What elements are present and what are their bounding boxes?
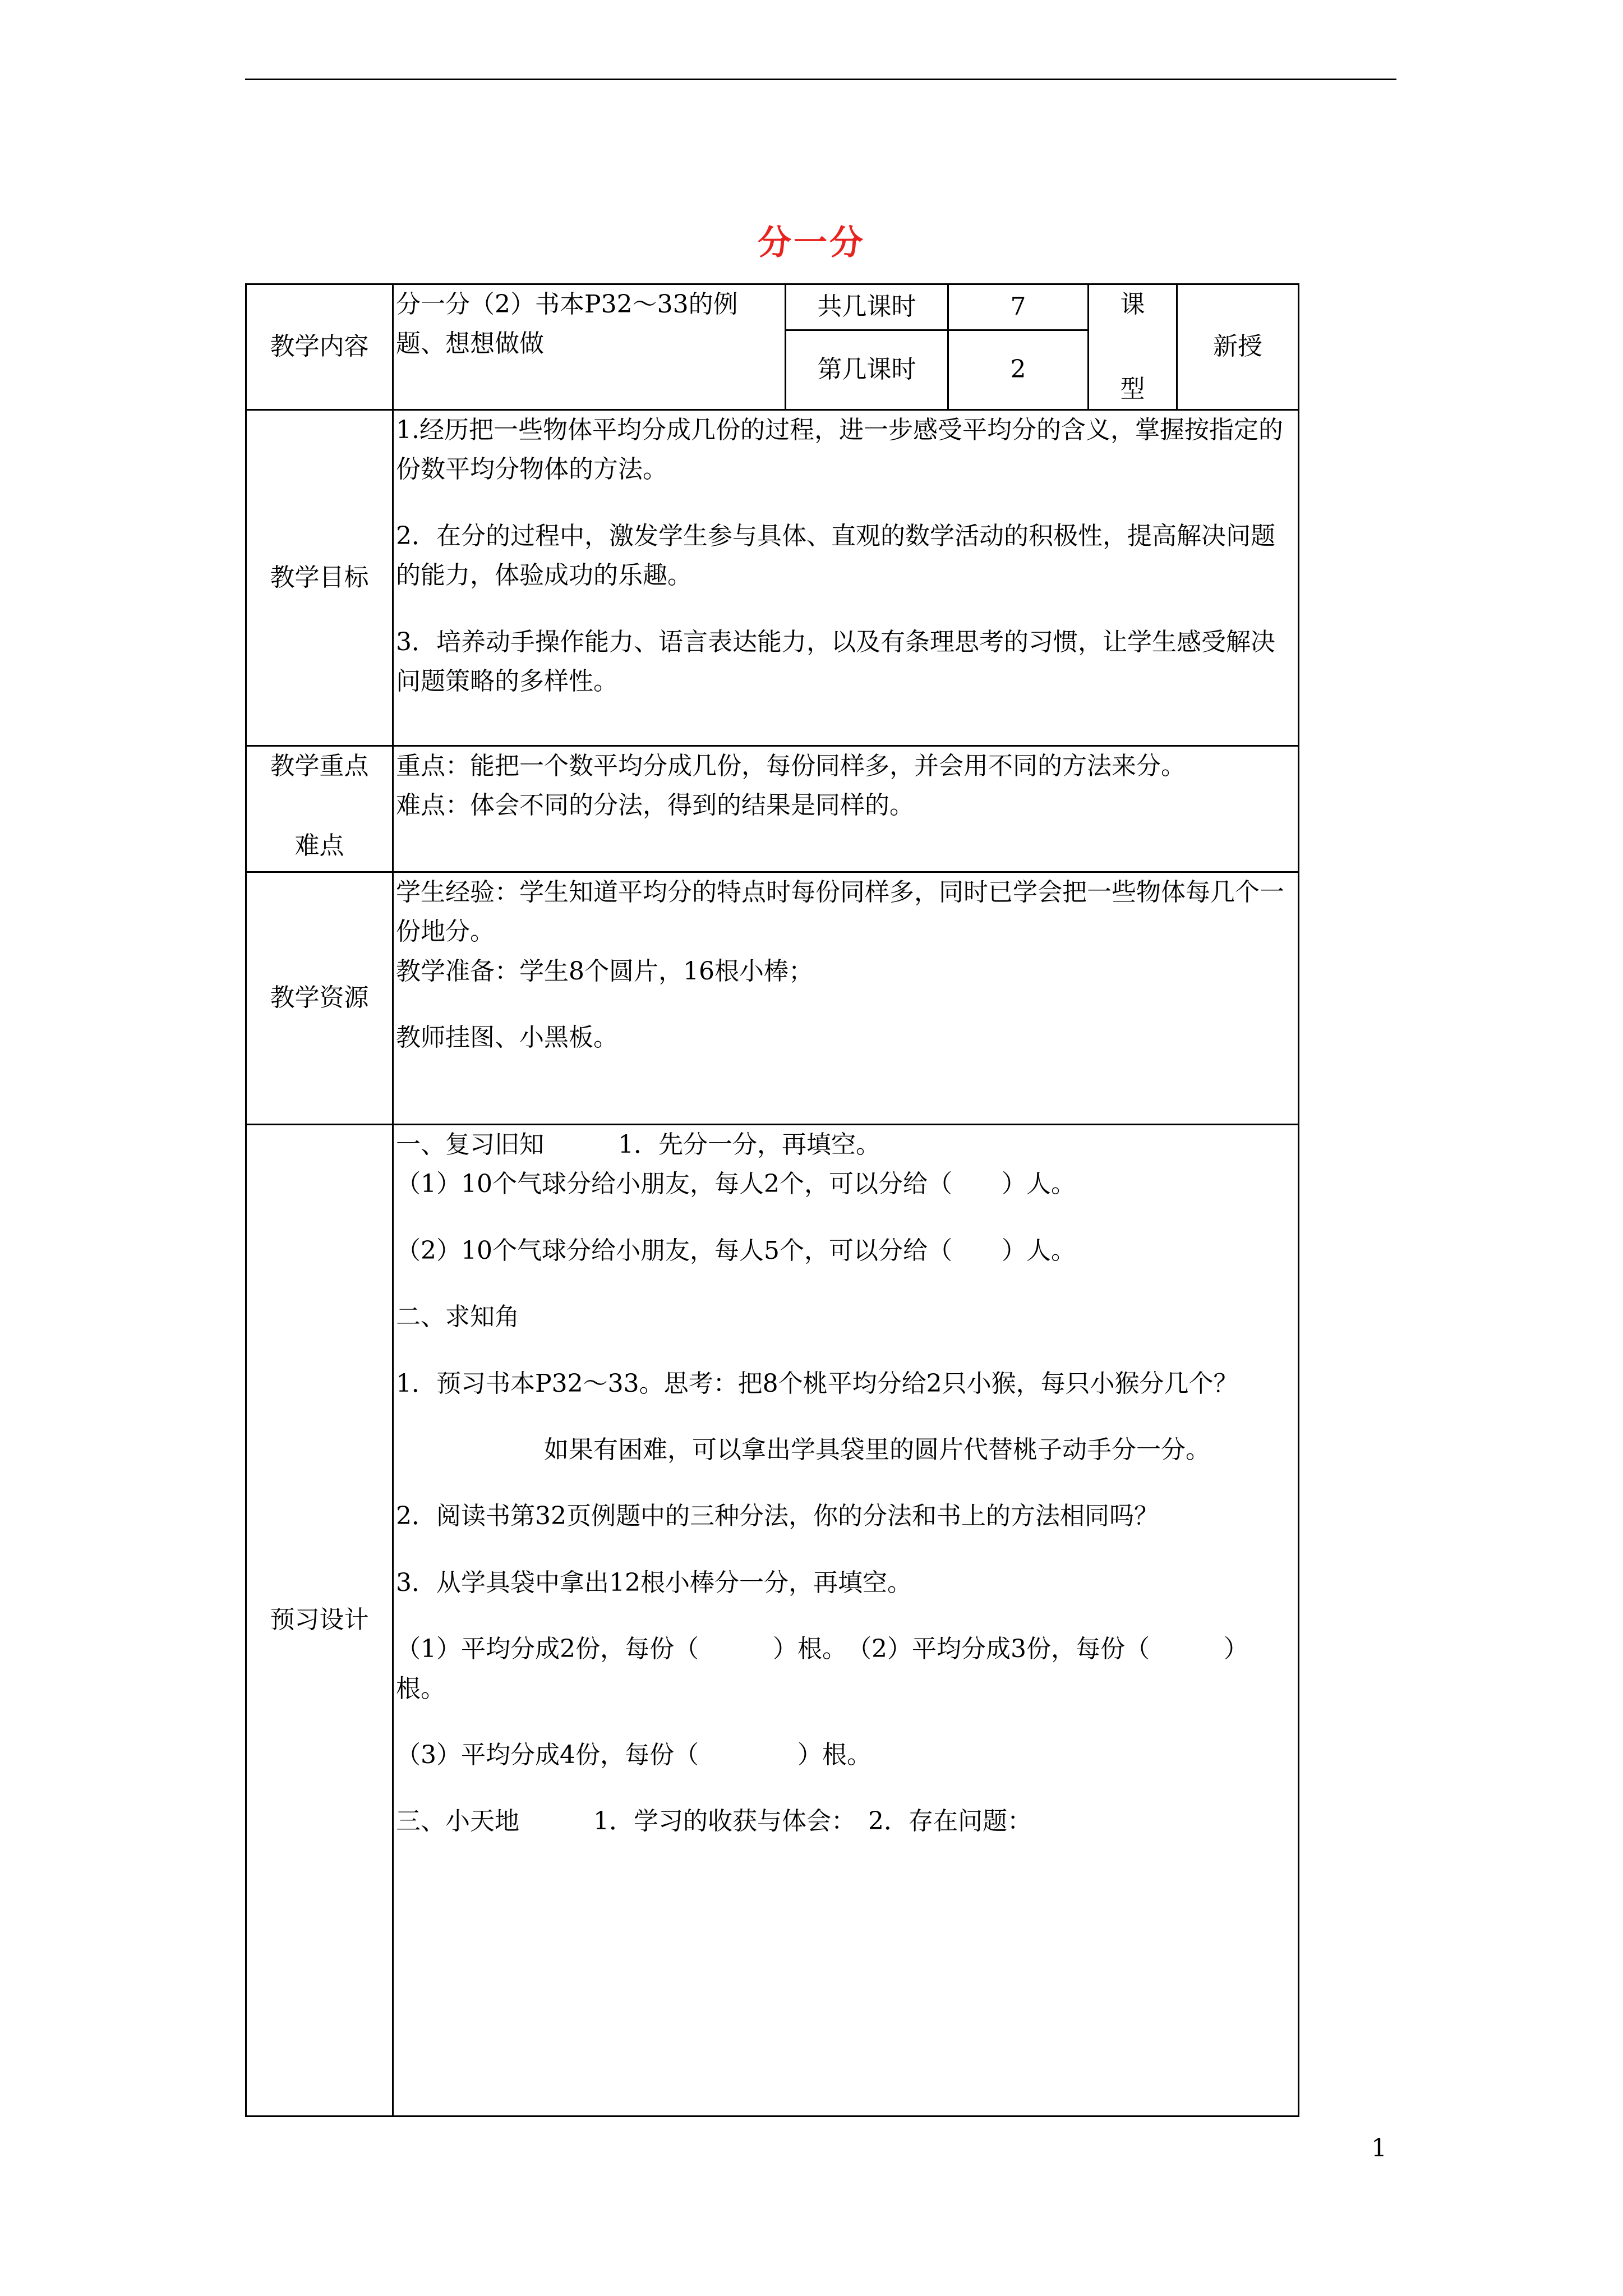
content-row — [246, 284, 1299, 330]
preview-content — [393, 1125, 1299, 2116]
header-rule — [245, 79, 1396, 80]
preview-line: 一、复习旧知 1．先分一分，再填空。 — [396, 1130, 880, 1159]
total-periods-value: 7 — [948, 284, 1089, 330]
goals-label: 教学目标 — [246, 410, 393, 746]
goal-item: 1.经历把一些物体平均分成几份的过程，进一步感受平均分的含义，掌握按指定的份数平均分物体的方法。 — [396, 416, 1283, 484]
page-title: 分一分 — [758, 223, 865, 263]
preview-line: 如果有困难，可以拿出学具袋里的圆片代替桃子动手分一分。 — [396, 1435, 1210, 1464]
goals-content — [393, 410, 1299, 746]
key-point-text: 重点：能把一个数平均分成几份，每份同样多，并会用不同的方法来分。 — [396, 752, 1186, 780]
preview-row — [246, 1125, 1299, 2116]
preview-line: 2．阅读书第32页例题中的三种分法，你的分法和书上的方法相同吗？ — [396, 1502, 1159, 1531]
preview-label: 预习设计 — [246, 1125, 393, 2116]
preview-line: （2）10个气球分给小朋友，每人5个，可以分给（ ）人。 — [396, 1236, 1076, 1265]
period-no-label: 第几课时 — [786, 330, 948, 410]
preview-line: （1）平均分成2份，每份（ ）根。 （2）平均分成3份，每份（ ）根。 — [396, 1635, 1248, 1703]
resources-content — [393, 872, 1299, 1125]
preview-line: （3）平均分成4份，每份（ ）根。 — [396, 1740, 872, 1769]
preview-line: 三、小天地 1．学习的收获与体会： 2．存在问题： — [396, 1807, 1032, 1836]
preview-line: （1）10个气球分给小朋友，每人2个，可以分给（ ）人。 — [396, 1170, 1076, 1199]
key-points-label-top: 教学重点 — [270, 752, 369, 780]
goal-item: 2．在分的过程中，激发学生参与具体、直观的数学活动的积极性，提高解决问题的能力，体验成功的乐趣。 — [396, 521, 1275, 590]
preview-line: 1．预习书本P32～33。思考：把8个桃平均分给2只小猴，每只小猴分几个？ — [396, 1369, 1238, 1398]
key-points-row — [246, 746, 1299, 872]
difficulty-text: 难点：体会不同的分法，得到的结果是同样的。 — [396, 791, 914, 820]
key-points-content — [393, 746, 1299, 872]
total-periods-label: 共几课时 — [786, 284, 948, 330]
page-number: 1 — [1371, 2134, 1387, 2162]
teaching-preparation: 教学准备：学生8个圆片，16根小棒； — [396, 956, 813, 986]
resources-label: 教学资源 — [246, 872, 393, 1125]
preview-line: 3．从学具袋中拿出12根小棒分一分，再填空。 — [396, 1568, 912, 1597]
content-text: 分一分（2）书本P32～33的例题、想想做做 — [393, 284, 786, 410]
lesson-plan-table — [245, 283, 1299, 2117]
resources-row — [246, 872, 1299, 1125]
period-no-value: 2 — [948, 330, 1089, 410]
preview-line: 二、求知角 — [396, 1303, 519, 1332]
lesson-type-value: 新授 — [1177, 284, 1299, 410]
content-label: 教学内容 — [246, 284, 393, 410]
lesson-type-label-top: 课 — [1120, 290, 1145, 319]
student-experience: 学生经验：学生知道平均分的特点时每份同样多，同时已学会把一些物体每几个一份地分。 — [396, 878, 1284, 946]
lesson-type-label — [1089, 284, 1177, 410]
teacher-materials: 教师挂图、小黑板。 — [396, 1023, 618, 1052]
key-points-label-bottom: 难点 — [294, 831, 344, 861]
goal-item: 3．培养动手操作能力、语言表达能力，以及有条理思考的习惯，让学生感受解决问题策略的多样性。 — [396, 627, 1275, 696]
lesson-type-label-bottom: 型 — [1120, 374, 1145, 403]
goals-row — [246, 410, 1299, 746]
key-points-label — [246, 746, 393, 872]
